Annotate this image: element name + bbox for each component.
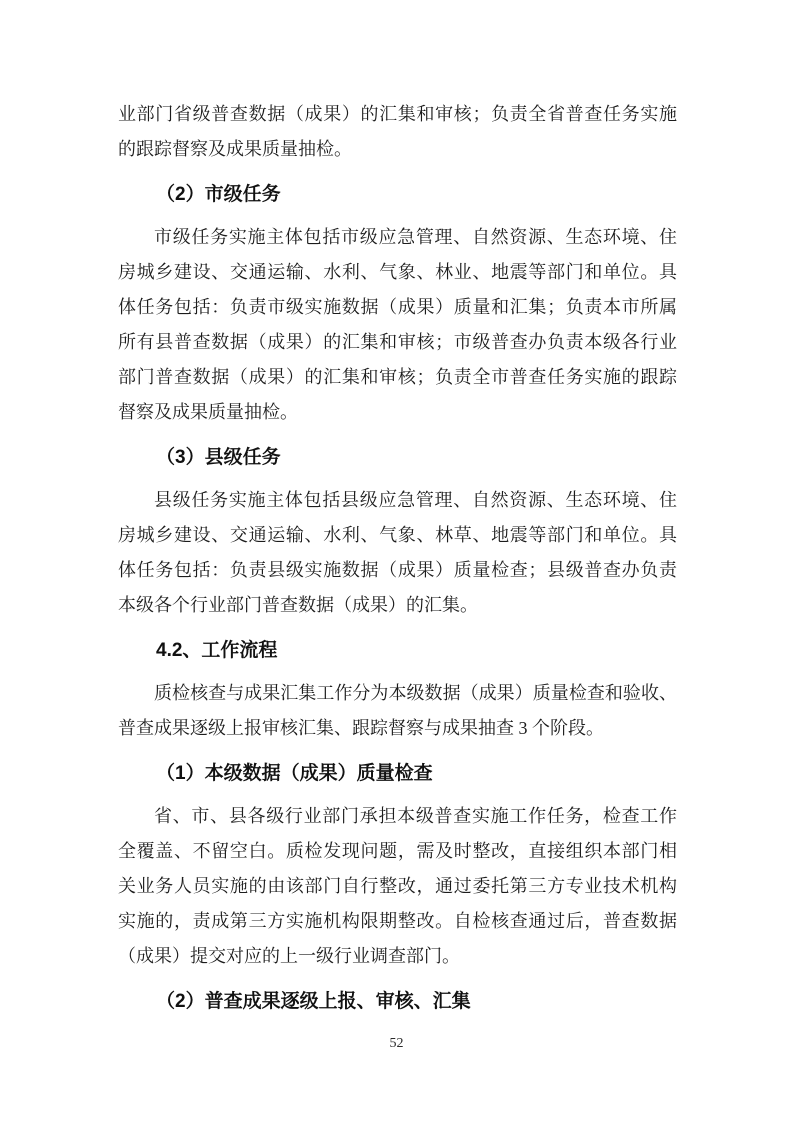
page-number: 52 bbox=[389, 1036, 404, 1051]
text-line: 的跟踪督察及成果质量抽检。 bbox=[118, 139, 352, 159]
text-line: 业部门省级普查数据（成果）的汇集和审核；负责全省普查任务实施 bbox=[118, 104, 677, 124]
paragraph-city-tasks bbox=[118, 220, 677, 430]
text-line: 督察及成果质量抽检。 bbox=[118, 402, 298, 422]
text-line: （成果）提交对应的上一级行业调查部门。 bbox=[118, 946, 460, 966]
section-heading-report-review-collect: （2）普查成果逐级上报、审核、汇集 bbox=[156, 991, 471, 1012]
paragraph-workflow-overview bbox=[118, 676, 677, 746]
text-line: 本级各个行业部门普查数据（成果）的汇集。 bbox=[118, 595, 478, 615]
document-body bbox=[118, 97, 677, 1027]
text-line: 省、市、县各级行业部门承担本级普查实施工作任务，检查工作 bbox=[154, 806, 677, 826]
text-line: 部门普查数据（成果）的汇集和审核；负责全市普查任务实施的跟踪 bbox=[118, 367, 677, 387]
text-line: 普查成果逐级上报审核汇集、跟踪督察与成果抽查 3 个阶段。 bbox=[118, 718, 604, 738]
text-line: 体任务包括：负责市级实施数据（成果）质量和汇集；负责本市所属 bbox=[118, 297, 677, 317]
paragraph-provincial-tasks-continuation bbox=[118, 97, 677, 167]
text-line: 实施的，责成第三方实施机构限期整改。自检核查通过后，普查数据 bbox=[118, 911, 677, 931]
section-heading-city-tasks: （2）市级任务 bbox=[156, 184, 281, 205]
text-line: 房城乡建设、交通运输、水利、气象、林业、地震等部门和单位。具 bbox=[118, 262, 677, 282]
text-line: 质检核查与成果汇集工作分为本级数据（成果）质量检查和验收、 bbox=[154, 683, 677, 703]
section-heading-workflow: 4.2、工作流程 bbox=[156, 640, 278, 661]
paragraph-quality-check bbox=[118, 799, 677, 974]
text-line: 全覆盖、不留空白。质检发现问题，需及时整改，直接组织本部门相 bbox=[118, 841, 677, 861]
text-line: 关业务人员实施的由该部门自行整改，通过委托第三方专业技术机构 bbox=[118, 876, 677, 896]
paragraph-county-tasks bbox=[118, 483, 677, 623]
section-heading-county-tasks: （3）县级任务 bbox=[156, 447, 281, 468]
section-heading-quality-check: （1）本级数据（成果）质量检查 bbox=[156, 763, 433, 784]
text-line: 县级任务实施主体包括县级应急管理、自然资源、生态环境、住 bbox=[154, 490, 677, 510]
text-line: 体任务包括：负责县级实施数据（成果）质量检查；县级普查办负责 bbox=[118, 560, 677, 580]
text-line: 所有县普查数据（成果）的汇集和审核；市级普查办负责本级各行业 bbox=[118, 332, 677, 352]
text-line: 市级任务实施主体包括市级应急管理、自然资源、生态环境、住 bbox=[154, 227, 677, 247]
text-line: 房城乡建设、交通运输、水利、气象、林草、地震等部门和单位。具 bbox=[118, 525, 677, 545]
